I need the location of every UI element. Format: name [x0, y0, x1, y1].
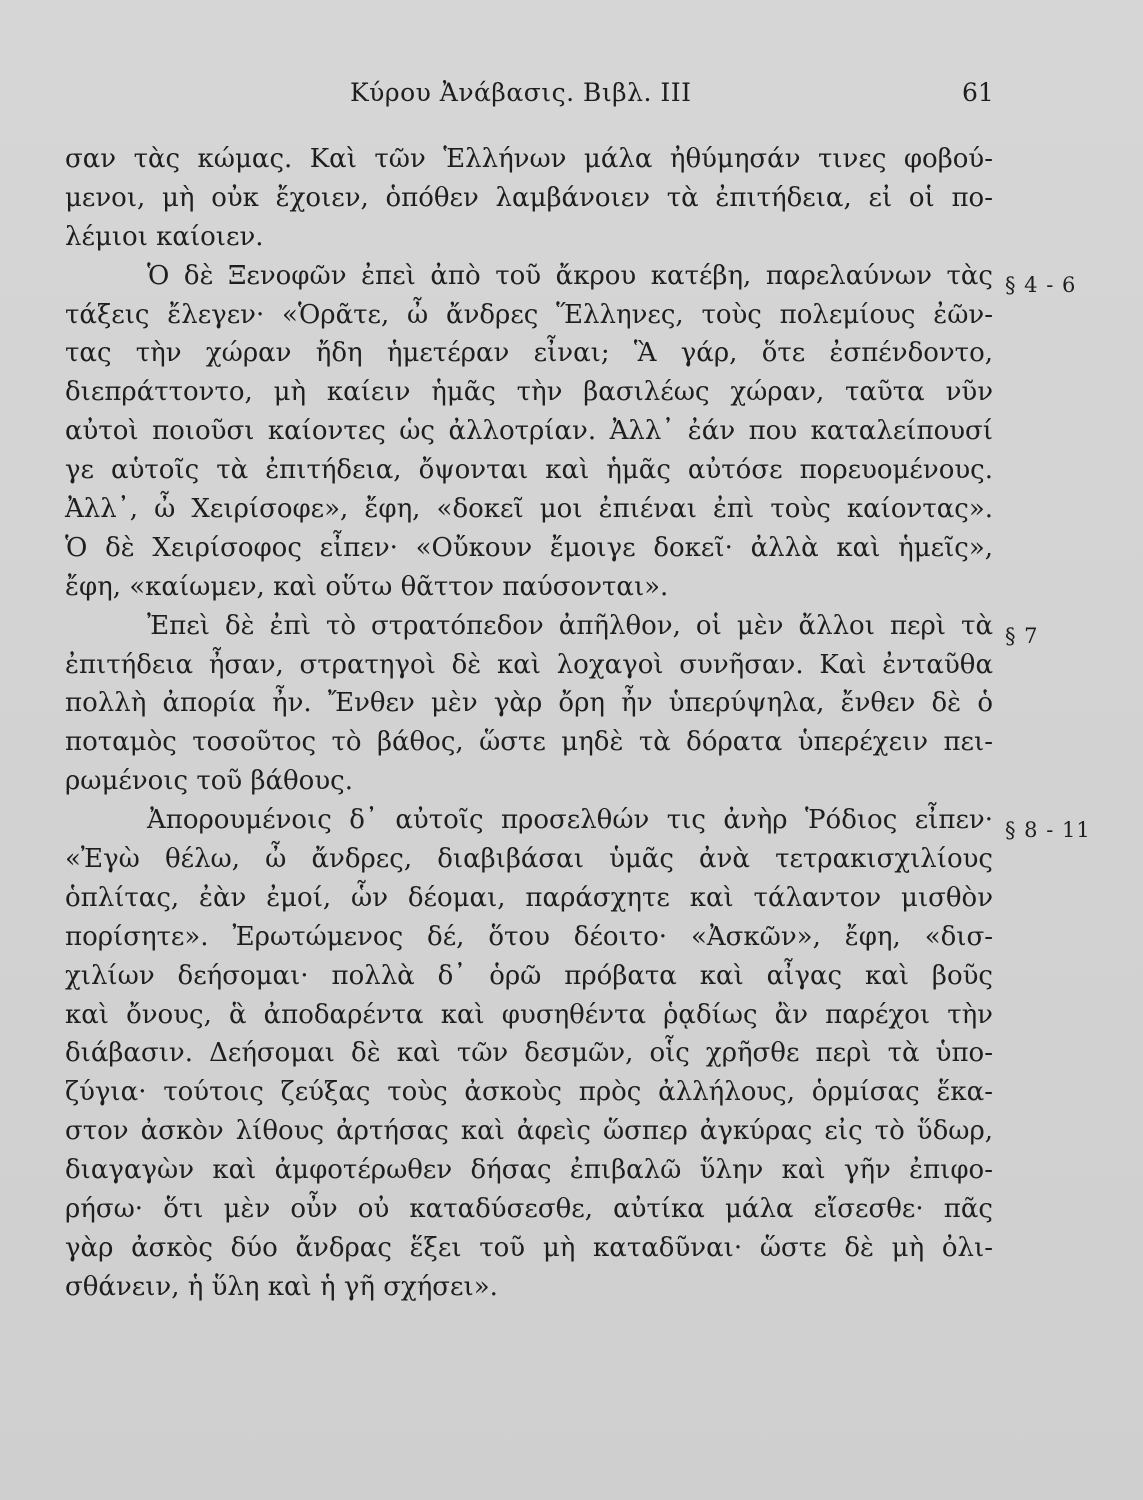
running-header: Κύρου Ἀνάβασις. Βιβλ. III	[350, 78, 692, 107]
text-line: Ἀπορουμένοις δ᾽ αὐτοῖς προσελθών τις ἀνὴρ Ῥόδιος εἶπεν·	[147, 805, 993, 836]
text-line: χιλίων δεήσομαι· πολλὰ δ᾽ ὁρῶ πρόβατα καὶ αἶγας καὶ βοῦς	[65, 960, 993, 991]
text-line: πολλὴ ἀπορία ἦν. Ἔνθεν μὲν γὰρ ὄρη ἦν ὑπερύψηλα, ἔνθεν δὲ ὁ	[65, 688, 993, 719]
text-line: Ἀλλ᾽, ὦ Χειρίσοφε», ἔφη, «δοκεῖ μοι ἐπιέναι ἐπὶ τοὺς καίοντας».	[65, 494, 993, 525]
text-line: ὁπλίτας, ἐὰν ἐμοί, ὧν δέομαι, παράσχητε καὶ τάλαντον μισθὸν	[65, 882, 993, 913]
text-line: διαγαγὼν καὶ ἀμφοτέρωθεν δήσας ἐπιβαλῶ ὕλην καὶ γῆν ἐπιφο-	[65, 1155, 993, 1186]
text-line: λέμιοι καίοιεν.	[65, 221, 264, 252]
text-line: Ὁ δὲ Χειρίσοφος εἶπεν· «Οὔκουν ἔμοιγε δοκεῖ· ἀλλὰ καὶ ἡμεῖς»,	[65, 532, 993, 563]
text-line: μενοι, μὴ οὐκ ἔχοιεν, ὁπόθεν λαμβάνοιεν τὰ ἐπιτήδεια, εἰ οἱ πο-	[65, 182, 993, 213]
text-line: ἔφη, «καίωμεν, καὶ οὕτω θᾶττον παύσονται».	[65, 571, 669, 602]
text-line: σαν τὰς κώμας. Καὶ τῶν Ἑλλήνων μάλα ἠθύμησάν τινες φοβού-	[65, 144, 993, 174]
text-line: καὶ ὄνους, ἃ ἀποδαρέντα καὶ φυσηθέντα ῥᾳδίως ἂν παρέχοι τὴν	[65, 999, 993, 1030]
text-line: διεπράττοντο, μὴ καίειν ἡμᾶς τὴν βασιλέως χώραν, ταῦτα νῦν	[65, 377, 993, 408]
text-line: γε αὑτοῖς τὰ ἐπιτήδεια, ὄψονται καὶ ἡμᾶς αὐτόσε πορευομένους.	[65, 455, 993, 486]
marginal-section-ref: § 7	[1005, 624, 1039, 648]
text-line: ρωμένοις τοῦ βάθους.	[65, 766, 353, 797]
text-line: Ὁ δὲ Ξενοφῶν ἐπεὶ ἀπὸ τοῦ ἄκρου κατέβη, παρελαύνων τὰς	[147, 260, 993, 291]
text-line: πορίσητε». Ἐρωτώμενος δέ, ὅτου δέοιτο· «Ἀσκῶν», ἔφη, «δισ-	[65, 921, 993, 952]
marginal-section-ref: § 8 - 11	[1005, 818, 1091, 842]
text-line: ζύγια· τούτοις ζεύξας τοὺς ἀσκοὺς πρὸς ἀλλήλους, ὁρμίσας ἕκα-	[65, 1077, 993, 1108]
marginal-section-ref: § 4 - 6	[1005, 273, 1077, 297]
body-text	[65, 140, 1091, 1307]
text-line: «Ἐγὼ θέλω, ὦ ἄνδρες, διαβιβάσαι ὑμᾶς ἀνὰ τετρακισχιλίους	[65, 844, 993, 875]
text-line: γὰρ ἀσκὸς δύο ἄνδρας ἕξει τοῦ μὴ καταδῦναι· ὥστε δὲ μὴ ὀλι-	[65, 1232, 993, 1263]
page-number: 61	[962, 78, 994, 107]
text-line: Ἐπεὶ δὲ ἐπὶ τὸ στρατόπεδον ἀπῆλθον, οἱ μὲν ἄλλοι περὶ τὰ	[147, 610, 993, 641]
text-line: διάβασιν. Δεήσομαι δὲ καὶ τῶν δεσμῶν, οἷς χρῆσθε περὶ τὰ ὑπο-	[65, 1038, 993, 1069]
text-line: ἐπιτήδεια ἦσαν, στρατηγοὶ δὲ καὶ λοχαγοὶ συνῆσαν. Καὶ ἐνταῦθα	[65, 649, 993, 680]
text-line: τας τὴν χώραν ἤδη ἡμετέραν εἶναι; Ἃ γάρ, ὅτε ἐσπένδοντο,	[65, 338, 993, 369]
text-line: σθάνειν, ἡ ὕλη καὶ ἡ γῆ σχήσει».	[65, 1271, 498, 1302]
text-line: στον ἀσκὸν λίθους ἀρτήσας καὶ ἀφεὶς ὥσπερ ἀγκύρας εἰς τὸ ὕδωρ,	[65, 1116, 993, 1147]
text-line: ποταμὸς τοσοῦτος τὸ βάθος, ὥστε μηδὲ τὰ δόρατα ὑπερέχειν πει-	[65, 727, 993, 758]
text-line: ρήσω· ὅτι μὲν οὖν οὐ καταδύσεσθε, αὐτίκα μάλα εἴσεσθε· πᾶς	[65, 1194, 993, 1225]
text-line: αὐτοὶ ποιοῦσι καίοντες ὡς ἀλλοτρίαν. Ἀλλ᾽ ἐάν που καταλείπουσί	[65, 416, 993, 447]
text-line: τάξεις ἔλεγεν· «Ὁρᾶτε, ὦ ἄνδρες Ἕλληνες, τοὺς πολεμίους ἐῶν-	[65, 299, 993, 330]
